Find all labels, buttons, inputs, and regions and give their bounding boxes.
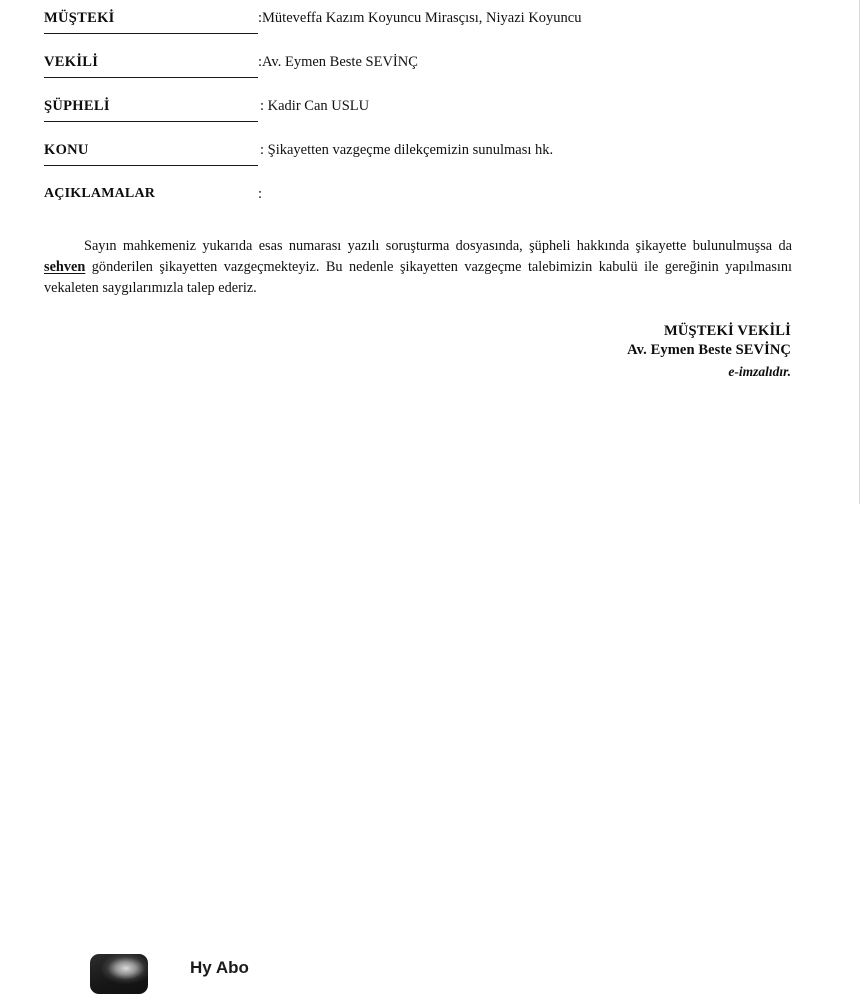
field-value-vekili: :Av. Eymen Beste SEVİNÇ [258, 54, 418, 70]
field-label-supheli: ŞÜPHELİ [44, 98, 110, 114]
field-value-supheli: : Kadir Can USLU [260, 98, 370, 114]
field-underline-musteki [44, 33, 258, 34]
body-emphasis-sehven: sehven [44, 259, 86, 276]
field-label-wrap-supheli [44, 96, 258, 126]
field-label-aciklamalar: AÇIKLAMALAR [44, 186, 156, 201]
field-underline-vekili [44, 77, 258, 78]
field-row-musteki [44, 8, 834, 52]
signature-name: Av. Eymen Beste SEVİNÇ [627, 342, 791, 358]
field-value-konu: : Şikayetten vazgeçme dilekçemizin sunulması hk. [260, 142, 554, 158]
field-value-musteki: :Müteveffa Kazım Koyuncu Mirasçısı, Niyazi Koyuncu [258, 10, 582, 26]
field-row-supheli [44, 96, 834, 140]
field-underline-konu [44, 165, 258, 166]
field-label-wrap-vekili [44, 52, 258, 82]
field-value-aciklamalar: : [258, 186, 263, 202]
field-row-vekili [44, 52, 834, 96]
field-underline-supheli [44, 121, 258, 122]
document-field-block [44, 8, 834, 228]
field-label-musteki: MÜŞTEKİ [44, 10, 115, 26]
field-label-konu: KONU [44, 142, 89, 158]
field-label-wrap-aciklamalar [44, 184, 258, 214]
signature-esignature-note: e-imzalıdır. [728, 364, 791, 379]
field-label-vekili: VEKİLİ [44, 54, 99, 70]
comment-author-name[interactable]: Hy Abo [190, 958, 249, 977]
signature-title: MÜŞTEKİ VEKİLİ [663, 323, 791, 339]
body-paragraph [44, 236, 792, 299]
field-row-aciklamalar [44, 184, 834, 228]
body-text-segment-2: gönderilen şikayetten vazgeçmekteyiz. Bu nedenle şikayetten vazgeçme talebimizin kabulü ile gereğinin yapılmasını vekaleten saygılarımızla talep ederiz. [44, 259, 792, 297]
field-label-wrap-konu [44, 140, 258, 170]
avatar[interactable] [90, 954, 148, 994]
field-label-wrap-musteki [44, 8, 258, 38]
field-row-konu [44, 140, 834, 184]
comment-strip [0, 474, 860, 977]
body-text-segment-1: Sayın mahkemeniz yukarıda esas numarası yazılı soruşturma dosyasında, şüpheli hakkında şikayette bulunulmuşsa da [84, 238, 792, 255]
signature-block [627, 322, 791, 381]
